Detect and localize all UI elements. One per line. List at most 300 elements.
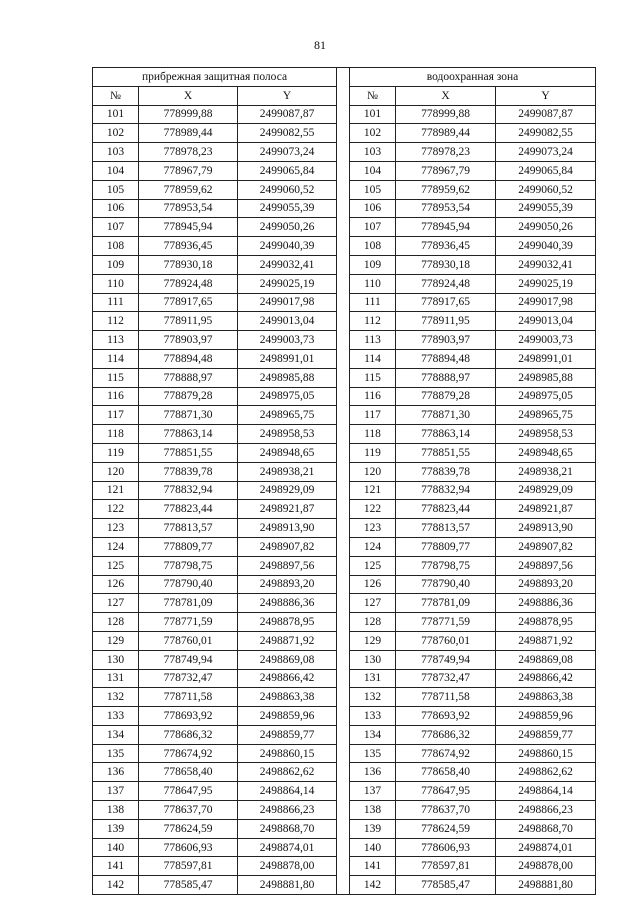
table-gap <box>337 876 350 895</box>
right-x-coordinate: 778894,48 <box>396 349 496 368</box>
left-point-number: 138 <box>93 801 139 820</box>
left-y-coordinate: 2498991,01 <box>238 349 337 368</box>
table-gap <box>337 86 350 105</box>
left-point-number: 106 <box>93 199 139 218</box>
left-point-number: 102 <box>93 124 139 143</box>
table-gap <box>337 105 350 124</box>
right-point-number: 136 <box>350 763 396 782</box>
left-y-coordinate: 2499082,55 <box>238 124 337 143</box>
left-x-coordinate: 778839,78 <box>139 462 238 481</box>
table-row <box>93 481 596 500</box>
right-point-number: 132 <box>350 688 396 707</box>
right-point-number: 139 <box>350 819 396 838</box>
right-y-coordinate: 2498948,65 <box>496 443 596 462</box>
left-point-number: 142 <box>93 876 139 895</box>
right-x-coordinate: 778989,44 <box>396 124 496 143</box>
left-point-number: 103 <box>93 143 139 162</box>
left-y-coordinate: 2499055,39 <box>238 199 337 218</box>
right-x-coordinate: 778790,40 <box>396 575 496 594</box>
left-y-coordinate: 2498871,92 <box>238 631 337 650</box>
right-x-coordinate: 778798,75 <box>396 556 496 575</box>
right-x-coordinate: 778967,79 <box>396 161 496 180</box>
right-x-coordinate: 778693,92 <box>396 707 496 726</box>
table-row <box>93 613 596 632</box>
left-x-coordinate: 778813,57 <box>139 519 238 538</box>
table-row <box>93 406 596 425</box>
right-point-number: 107 <box>350 218 396 237</box>
table-gap <box>337 575 350 594</box>
right-point-number: 142 <box>350 876 396 895</box>
right-header-number: № <box>350 86 396 105</box>
table-gap <box>337 180 350 199</box>
right-x-coordinate: 778647,95 <box>396 782 496 801</box>
left-point-number: 128 <box>93 613 139 632</box>
table-gap <box>337 331 350 350</box>
right-y-coordinate: 2498874,01 <box>496 838 596 857</box>
left-y-coordinate: 2498893,20 <box>238 575 337 594</box>
right-y-coordinate: 2498965,75 <box>496 406 596 425</box>
right-y-coordinate: 2498871,92 <box>496 631 596 650</box>
right-x-coordinate: 778924,48 <box>396 274 496 293</box>
right-y-coordinate: 2498907,82 <box>496 537 596 556</box>
right-y-coordinate: 2498958,53 <box>496 425 596 444</box>
left-y-coordinate: 2498868,70 <box>238 819 337 838</box>
table-row <box>93 763 596 782</box>
right-x-coordinate: 778781,09 <box>396 594 496 613</box>
left-x-coordinate: 778930,18 <box>139 255 238 274</box>
right-x-coordinate: 778978,23 <box>396 143 496 162</box>
right-y-coordinate: 2499060,52 <box>496 180 596 199</box>
right-point-number: 104 <box>350 161 396 180</box>
left-x-coordinate: 778989,44 <box>139 124 238 143</box>
right-point-number: 101 <box>350 105 396 124</box>
left-y-coordinate: 2499073,24 <box>238 143 337 162</box>
right-x-coordinate: 778711,58 <box>396 688 496 707</box>
table-gap <box>337 838 350 857</box>
right-x-coordinate: 778674,92 <box>396 744 496 763</box>
left-x-coordinate: 778879,28 <box>139 387 238 406</box>
table-gap <box>337 124 350 143</box>
table-gap <box>337 425 350 444</box>
left-point-number: 116 <box>93 387 139 406</box>
left-point-number: 111 <box>93 293 139 312</box>
left-y-coordinate: 2499013,04 <box>238 312 337 331</box>
left-x-coordinate: 778606,93 <box>139 838 238 857</box>
left-x-coordinate: 778647,95 <box>139 782 238 801</box>
table-row <box>93 801 596 820</box>
right-x-coordinate: 778606,93 <box>396 838 496 857</box>
right-y-coordinate: 2498893,20 <box>496 575 596 594</box>
right-point-number: 122 <box>350 500 396 519</box>
table-row <box>93 274 596 293</box>
left-point-number: 115 <box>93 368 139 387</box>
right-point-number: 128 <box>350 613 396 632</box>
table-row <box>93 255 596 274</box>
table-gap <box>337 199 350 218</box>
left-x-coordinate: 778945,94 <box>139 218 238 237</box>
table-gap <box>337 763 350 782</box>
right-x-coordinate: 778760,01 <box>396 631 496 650</box>
left-y-coordinate: 2498881,80 <box>238 876 337 895</box>
right-y-coordinate: 2499025,19 <box>496 274 596 293</box>
table-row <box>93 519 596 538</box>
left-y-coordinate: 2498878,00 <box>238 857 337 876</box>
right-point-number: 124 <box>350 537 396 556</box>
table-row <box>93 876 596 895</box>
left-header-x: X <box>139 86 238 105</box>
right-x-coordinate: 778597,81 <box>396 857 496 876</box>
left-point-number: 110 <box>93 274 139 293</box>
right-x-coordinate: 778658,40 <box>396 763 496 782</box>
left-x-coordinate: 778798,75 <box>139 556 238 575</box>
right-header-y: Y <box>496 86 596 105</box>
left-point-number: 130 <box>93 650 139 669</box>
right-y-coordinate: 2498921,87 <box>496 500 596 519</box>
right-y-coordinate: 2499065,84 <box>496 161 596 180</box>
right-y-coordinate: 2498869,08 <box>496 650 596 669</box>
left-y-coordinate: 2498864,14 <box>238 782 337 801</box>
section-title-row <box>93 68 596 87</box>
right-section-title: водоохранная зона <box>350 68 596 87</box>
left-x-coordinate: 778658,40 <box>139 763 238 782</box>
left-point-number: 123 <box>93 519 139 538</box>
left-point-number: 114 <box>93 349 139 368</box>
right-x-coordinate: 778637,70 <box>396 801 496 820</box>
right-y-coordinate: 2498897,56 <box>496 556 596 575</box>
table-gap <box>337 782 350 801</box>
right-point-number: 115 <box>350 368 396 387</box>
left-y-coordinate: 2499003,73 <box>238 331 337 350</box>
left-x-coordinate: 778674,92 <box>139 744 238 763</box>
right-point-number: 127 <box>350 594 396 613</box>
right-x-coordinate: 778959,62 <box>396 180 496 199</box>
right-y-coordinate: 2499017,98 <box>496 293 596 312</box>
table-gap <box>337 650 350 669</box>
left-y-coordinate: 2498863,38 <box>238 688 337 707</box>
right-x-coordinate: 778999,88 <box>396 105 496 124</box>
left-x-coordinate: 778924,48 <box>139 274 238 293</box>
right-point-number: 102 <box>350 124 396 143</box>
left-point-number: 129 <box>93 631 139 650</box>
left-y-coordinate: 2498862,62 <box>238 763 337 782</box>
right-point-number: 126 <box>350 575 396 594</box>
right-point-number: 138 <box>350 801 396 820</box>
left-point-number: 109 <box>93 255 139 274</box>
left-y-coordinate: 2498897,56 <box>238 556 337 575</box>
left-y-coordinate: 2498913,90 <box>238 519 337 538</box>
right-x-coordinate: 778823,44 <box>396 500 496 519</box>
right-y-coordinate: 2498878,95 <box>496 613 596 632</box>
right-y-coordinate: 2498866,23 <box>496 801 596 820</box>
table-gap <box>337 725 350 744</box>
left-x-coordinate: 778871,30 <box>139 406 238 425</box>
left-y-coordinate: 2498869,08 <box>238 650 337 669</box>
table-gap <box>337 237 350 256</box>
table-row <box>93 650 596 669</box>
right-point-number: 140 <box>350 838 396 857</box>
left-y-coordinate: 2498938,21 <box>238 462 337 481</box>
right-y-coordinate: 2499087,87 <box>496 105 596 124</box>
table-row <box>93 349 596 368</box>
left-point-number: 108 <box>93 237 139 256</box>
table-row <box>93 312 596 331</box>
right-y-coordinate: 2499040,39 <box>496 237 596 256</box>
right-point-number: 113 <box>350 331 396 350</box>
table-row <box>93 180 596 199</box>
right-point-number: 121 <box>350 481 396 500</box>
table-row <box>93 725 596 744</box>
left-y-coordinate: 2498907,82 <box>238 537 337 556</box>
table-gap <box>337 406 350 425</box>
right-point-number: 116 <box>350 387 396 406</box>
right-y-coordinate: 2498860,15 <box>496 744 596 763</box>
table-row <box>93 199 596 218</box>
right-point-number: 111 <box>350 293 396 312</box>
left-y-coordinate: 2498965,75 <box>238 406 337 425</box>
right-point-number: 125 <box>350 556 396 575</box>
left-y-coordinate: 2498886,36 <box>238 594 337 613</box>
right-x-coordinate: 778732,47 <box>396 669 496 688</box>
table-gap <box>337 537 350 556</box>
left-point-number: 122 <box>93 500 139 519</box>
table-row <box>93 556 596 575</box>
table-row <box>93 500 596 519</box>
table-gap <box>337 857 350 876</box>
right-x-coordinate: 778879,28 <box>396 387 496 406</box>
left-y-coordinate: 2498975,05 <box>238 387 337 406</box>
left-x-coordinate: 778863,14 <box>139 425 238 444</box>
right-point-number: 120 <box>350 462 396 481</box>
left-point-number: 124 <box>93 537 139 556</box>
right-x-coordinate: 778585,47 <box>396 876 496 895</box>
table-row <box>93 161 596 180</box>
right-x-coordinate: 778809,77 <box>396 537 496 556</box>
right-y-coordinate: 2499013,04 <box>496 312 596 331</box>
table-row <box>93 537 596 556</box>
left-header-number: № <box>93 86 139 105</box>
right-x-coordinate: 778839,78 <box>396 462 496 481</box>
right-y-coordinate: 2498975,05 <box>496 387 596 406</box>
left-y-coordinate: 2498859,96 <box>238 707 337 726</box>
table-gap <box>337 368 350 387</box>
table-gap <box>337 801 350 820</box>
table-gap <box>337 218 350 237</box>
left-point-number: 101 <box>93 105 139 124</box>
left-y-coordinate: 2498985,88 <box>238 368 337 387</box>
table-gap <box>337 462 350 481</box>
left-x-coordinate: 778597,81 <box>139 857 238 876</box>
table-row <box>93 425 596 444</box>
left-point-number: 141 <box>93 857 139 876</box>
right-x-coordinate: 778917,65 <box>396 293 496 312</box>
left-x-coordinate: 778888,97 <box>139 368 238 387</box>
left-point-number: 139 <box>93 819 139 838</box>
left-y-coordinate: 2499017,98 <box>238 293 337 312</box>
right-y-coordinate: 2499003,73 <box>496 331 596 350</box>
left-point-number: 126 <box>93 575 139 594</box>
right-y-coordinate: 2499055,39 <box>496 199 596 218</box>
left-y-coordinate: 2499025,19 <box>238 274 337 293</box>
left-y-coordinate: 2498860,15 <box>238 744 337 763</box>
right-point-number: 106 <box>350 199 396 218</box>
right-x-coordinate: 778624,59 <box>396 819 496 838</box>
table-gap <box>337 500 350 519</box>
left-x-coordinate: 778809,77 <box>139 537 238 556</box>
table-row <box>93 462 596 481</box>
table-gap <box>337 274 350 293</box>
left-x-coordinate: 778936,45 <box>139 237 238 256</box>
left-point-number: 127 <box>93 594 139 613</box>
left-x-coordinate: 778711,58 <box>139 688 238 707</box>
table-gap <box>337 594 350 613</box>
left-x-coordinate: 778917,65 <box>139 293 238 312</box>
left-point-number: 140 <box>93 838 139 857</box>
right-x-coordinate: 778832,94 <box>396 481 496 500</box>
right-y-coordinate: 2498868,70 <box>496 819 596 838</box>
right-point-number: 137 <box>350 782 396 801</box>
right-point-number: 134 <box>350 725 396 744</box>
right-point-number: 129 <box>350 631 396 650</box>
table-gap <box>337 143 350 162</box>
coordinates-table <box>92 67 596 895</box>
right-x-coordinate: 778813,57 <box>396 519 496 538</box>
right-y-coordinate: 2498862,62 <box>496 763 596 782</box>
table-gap <box>337 312 350 331</box>
table-row <box>93 387 596 406</box>
left-point-number: 131 <box>93 669 139 688</box>
right-point-number: 118 <box>350 425 396 444</box>
left-x-coordinate: 778686,32 <box>139 725 238 744</box>
table-gap <box>337 819 350 838</box>
left-point-number: 107 <box>93 218 139 237</box>
left-y-coordinate: 2498859,77 <box>238 725 337 744</box>
table-row <box>93 237 596 256</box>
table-row <box>93 443 596 462</box>
right-y-coordinate: 2498938,21 <box>496 462 596 481</box>
right-point-number: 103 <box>350 143 396 162</box>
left-x-coordinate: 778851,55 <box>139 443 238 462</box>
table-row <box>93 782 596 801</box>
right-y-coordinate: 2498913,90 <box>496 519 596 538</box>
left-point-number: 118 <box>93 425 139 444</box>
right-point-number: 133 <box>350 707 396 726</box>
left-point-number: 113 <box>93 331 139 350</box>
table-row <box>93 594 596 613</box>
right-point-number: 117 <box>350 406 396 425</box>
right-x-coordinate: 778863,14 <box>396 425 496 444</box>
left-point-number: 120 <box>93 462 139 481</box>
table-gap <box>337 293 350 312</box>
left-x-coordinate: 778823,44 <box>139 500 238 519</box>
left-y-coordinate: 2499065,84 <box>238 161 337 180</box>
table-gap <box>337 387 350 406</box>
table-gap <box>337 744 350 763</box>
left-x-coordinate: 778978,23 <box>139 143 238 162</box>
right-y-coordinate: 2498886,36 <box>496 594 596 613</box>
table-row <box>93 143 596 162</box>
left-point-number: 117 <box>93 406 139 425</box>
right-point-number: 119 <box>350 443 396 462</box>
table-row <box>93 631 596 650</box>
left-y-coordinate: 2498866,23 <box>238 801 337 820</box>
left-x-coordinate: 778771,59 <box>139 613 238 632</box>
left-x-coordinate: 778624,59 <box>139 819 238 838</box>
table-row <box>93 857 596 876</box>
right-header-x: X <box>396 86 496 105</box>
table-row <box>93 105 596 124</box>
table-row <box>93 218 596 237</box>
left-section-title: прибрежная защитная полоса <box>93 68 337 87</box>
right-point-number: 112 <box>350 312 396 331</box>
left-x-coordinate: 778967,79 <box>139 161 238 180</box>
left-point-number: 121 <box>93 481 139 500</box>
left-x-coordinate: 778953,54 <box>139 199 238 218</box>
left-y-coordinate: 2498878,95 <box>238 613 337 632</box>
left-y-coordinate: 2499087,87 <box>238 105 337 124</box>
right-y-coordinate: 2499073,24 <box>496 143 596 162</box>
left-y-coordinate: 2499060,52 <box>238 180 337 199</box>
left-x-coordinate: 778999,88 <box>139 105 238 124</box>
table-row <box>93 707 596 726</box>
left-point-number: 105 <box>93 180 139 199</box>
table-gap <box>337 613 350 632</box>
left-point-number: 137 <box>93 782 139 801</box>
left-x-coordinate: 778693,92 <box>139 707 238 726</box>
left-point-number: 133 <box>93 707 139 726</box>
table-gap <box>337 349 350 368</box>
right-x-coordinate: 778945,94 <box>396 218 496 237</box>
left-x-coordinate: 778585,47 <box>139 876 238 895</box>
table-row <box>93 368 596 387</box>
left-point-number: 134 <box>93 725 139 744</box>
left-point-number: 125 <box>93 556 139 575</box>
right-y-coordinate: 2498985,88 <box>496 368 596 387</box>
table-gap <box>337 443 350 462</box>
table-row <box>93 293 596 312</box>
left-point-number: 119 <box>93 443 139 462</box>
left-x-coordinate: 778749,94 <box>139 650 238 669</box>
page-number: 81 <box>314 38 326 52</box>
right-x-coordinate: 778888,97 <box>396 368 496 387</box>
left-y-coordinate: 2499040,39 <box>238 237 337 256</box>
left-point-number: 132 <box>93 688 139 707</box>
right-y-coordinate: 2498863,38 <box>496 688 596 707</box>
right-y-coordinate: 2499032,41 <box>496 255 596 274</box>
table-gap <box>337 631 350 650</box>
right-y-coordinate: 2498991,01 <box>496 349 596 368</box>
right-point-number: 114 <box>350 349 396 368</box>
left-y-coordinate: 2498874,01 <box>238 838 337 857</box>
right-x-coordinate: 778771,59 <box>396 613 496 632</box>
table-gap <box>337 707 350 726</box>
left-x-coordinate: 778637,70 <box>139 801 238 820</box>
right-x-coordinate: 778911,95 <box>396 312 496 331</box>
right-point-number: 108 <box>350 237 396 256</box>
left-x-coordinate: 778781,09 <box>139 594 238 613</box>
left-y-coordinate: 2498929,09 <box>238 481 337 500</box>
right-y-coordinate: 2498881,80 <box>496 876 596 895</box>
table-row <box>93 688 596 707</box>
table-row <box>93 575 596 594</box>
right-y-coordinate: 2499082,55 <box>496 124 596 143</box>
left-y-coordinate: 2498958,53 <box>238 425 337 444</box>
table-row <box>93 669 596 688</box>
right-point-number: 131 <box>350 669 396 688</box>
table-gap <box>337 68 350 87</box>
right-point-number: 109 <box>350 255 396 274</box>
right-x-coordinate: 778686,32 <box>396 725 496 744</box>
left-y-coordinate: 2499050,26 <box>238 218 337 237</box>
